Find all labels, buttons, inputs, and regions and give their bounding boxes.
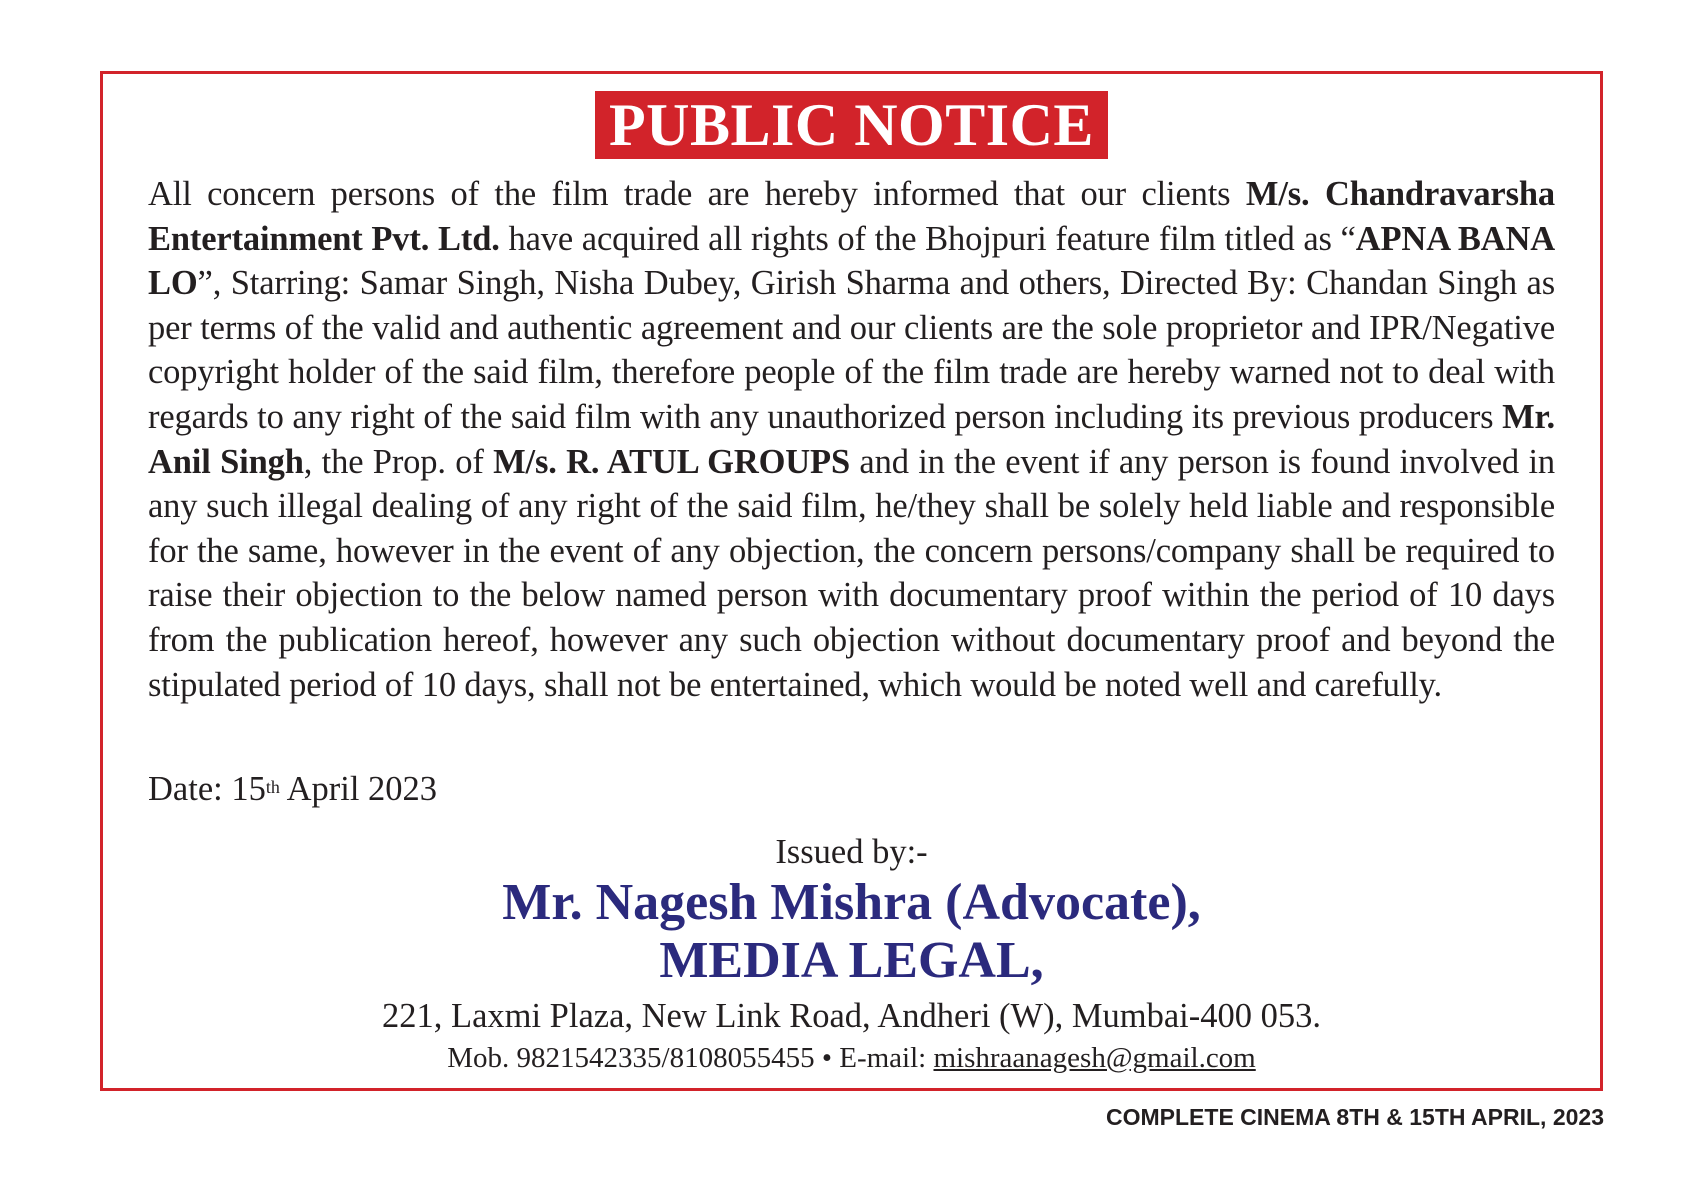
firm-address: 221, Laxmi Plaza, New Link Road, Andheri (W), Mumbai-400 053. [382,997,1321,1035]
notice-date [148,767,437,811]
producer-name: Mr. Anil Singh [148,397,1555,481]
email-link[interactable]: mishraanagesh@gmail.com [933,1042,1256,1074]
contact-line [103,1040,1600,1076]
date-ordinal-suffix: th [265,777,280,797]
title-banner [103,91,1600,159]
mobile-numbers: Mob. 9821542335/8108055455 [447,1042,815,1074]
issued-by-label: Issued by:- [775,833,928,871]
email-label: E-mail: [839,1042,934,1074]
advocate-name: Mr. Nagesh Mishra (Advocate), [502,874,1201,931]
body-text-part: ”, Starring: Samar Singh, Nisha Dubey, Girish Sharma and others, Directed By: Chandan Singh as per terms of the valid and authentic agreement and our clients are the sole proprietor and IPR/Negative copyright holder of the said film, therefore people of the film trade are hereby warned not to deal with regards to any right of the said film with any unauthorized person including its previous producers [148,264,1555,436]
date-rest: April 2023 [279,770,438,808]
firm-name: MEDIA LEGAL, [659,932,1044,989]
public-notice-frame [100,71,1603,1091]
contact-separator: • [814,1042,840,1074]
notice-title: PUBLIC NOTICE [595,91,1108,159]
body-text-part: and in the event if any person is found involved in any such illegal dealing of any right of the said film, he/they shall be solely held liable and responsible for the same, however in the event of any objection, the concern persons/company shall be required to raise their objection to the below named person with documentary proof within the period of 10 days from the publication hereof, however any such objection without documentary proof and beyond the stipulated period of 10 days, shall not be entertained, which would be noted well and carefully. [148,442,1555,704]
producer-company: M/s. R. ATUL GROUPS [493,442,850,481]
date-label: Date: 15 [148,770,266,808]
film-title: APNA BANA LO [148,219,1555,303]
publication-credit: COMPLETE CINEMA 8TH & 15TH APRIL, 2023 [1106,1104,1604,1130]
body-text-part: , the Prop. of [303,442,494,481]
body-text-part: All concern persons of the film trade are hereby informed that our clients [148,175,1246,213]
notice-body [148,172,1555,707]
client-name: M/s. Chandravarsha Entertainment Pvt. Ltd. [148,175,1555,258]
body-text-part: have acquired all rights of the Bhojpuri feature film titled as “ [499,219,1356,258]
